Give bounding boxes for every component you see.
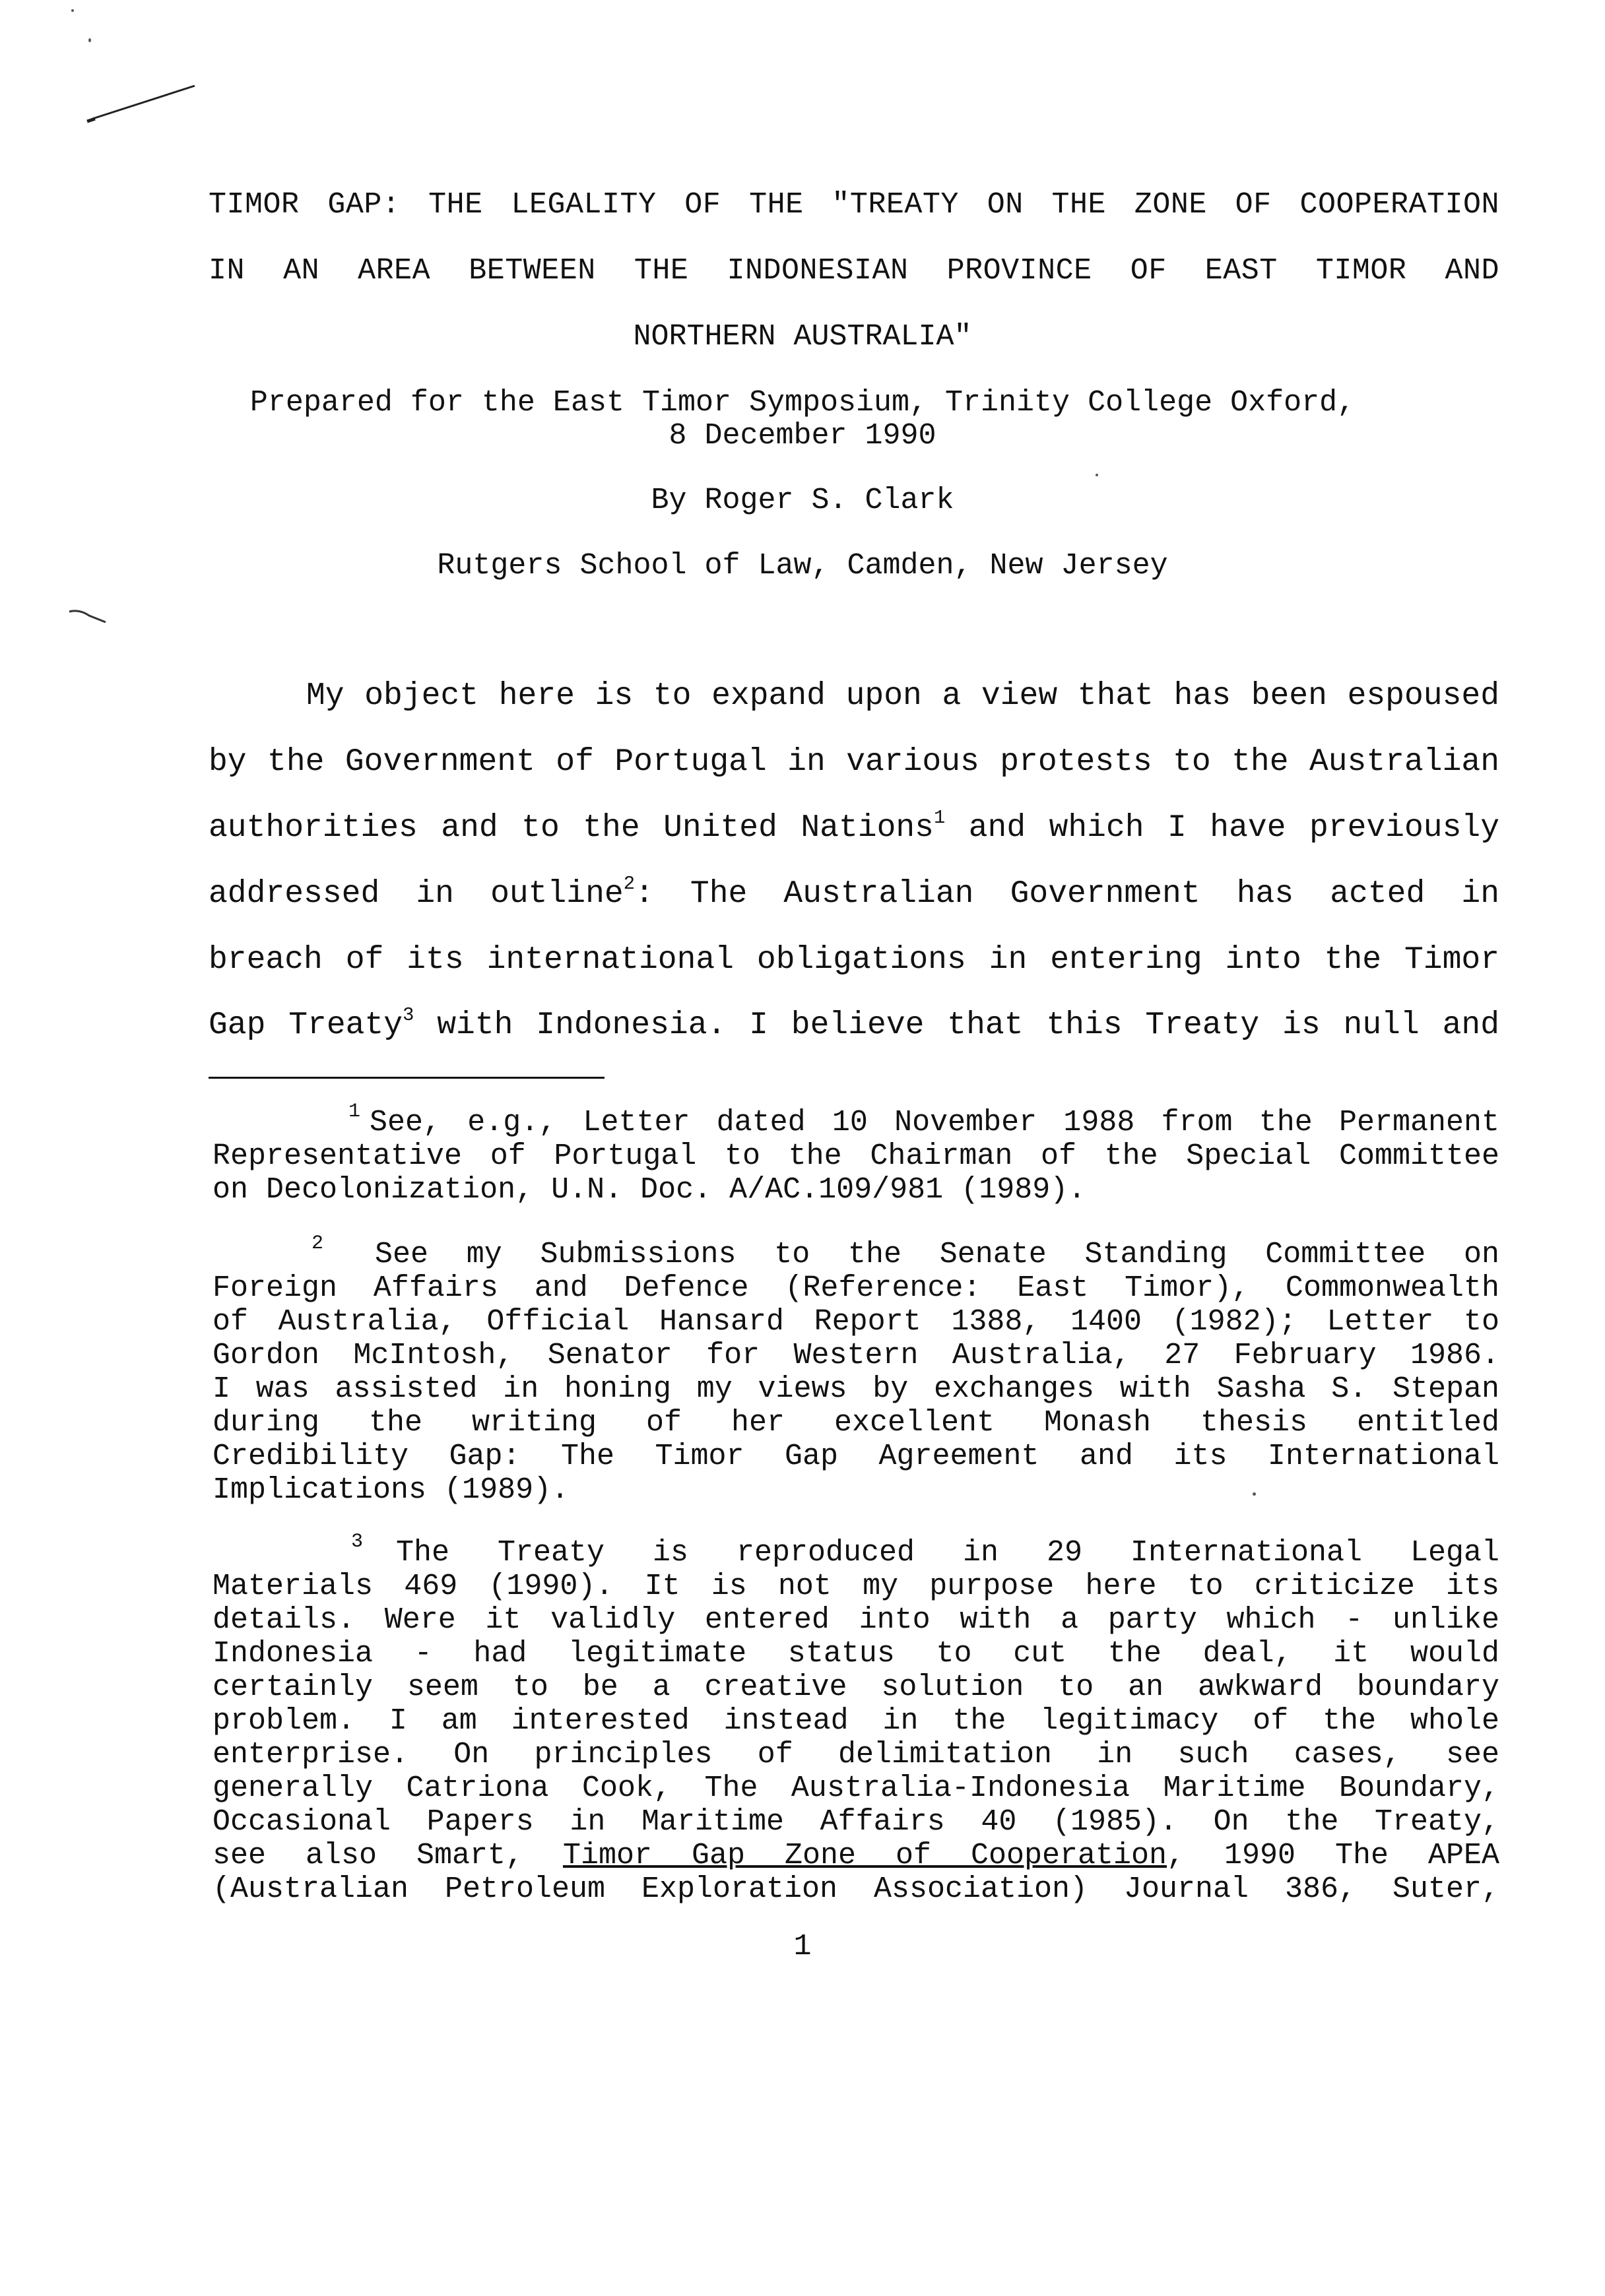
footnote-2-line: Foreign Affairs and Defence (Reference: East Timor), Commonwealth: [213, 1271, 1499, 1305]
body-text: with Indonesia. I believe that this Treaty is null and: [414, 1007, 1500, 1043]
footnote-ref-3: 3: [403, 1004, 414, 1026]
title-line-3: NORTHERN AUSTRALIA": [633, 320, 972, 354]
body-text: authorities and to the United Nations: [209, 810, 934, 846]
footnote-3-line: enterprise. On principles of delimitation in such cases, see: [213, 1738, 1499, 1771]
body-line: by the Government of Portugal in various protests to the Australian: [209, 744, 1499, 780]
underlined-citation-title: Timor Gap Zone of Cooperation: [562, 1839, 1167, 1872]
footnote-3-line: generally Catriona Cook, The Australia-Indonesia Maritime Boundary,: [213, 1771, 1499, 1805]
scan-speck: [71, 9, 74, 12]
footnote-2-line: of Australia, Official Hansard Report 1388, 1400 (1982); Letter to: [213, 1305, 1499, 1339]
footnote-ref-2: 2: [623, 872, 635, 895]
footnote-1-line: Representative of Portugal to the Chairman of the Special Committee: [213, 1139, 1499, 1173]
margin-scribble-mark: [66, 604, 119, 630]
footnote-number-1: 1: [348, 1100, 361, 1123]
footnote-text: see also Smart,: [213, 1839, 563, 1872]
footnote-number-3: 3: [351, 1531, 364, 1553]
body-text: : The Australian Government has acted in: [634, 876, 1499, 912]
body-line: [209, 872, 1499, 912]
affiliation-line: Rutgers School of Law, Camden, New Jersey: [437, 549, 1168, 583]
body-text: Gap Treaty: [209, 1007, 403, 1043]
page-number: 1: [793, 1930, 812, 1963]
prepared-for-line-1: Prepared for the East Timor Symposium, Trinity College Oxford,: [249, 386, 1356, 420]
footnote-number-2: 2: [311, 1232, 324, 1255]
footnote-3-line: certainly seem to be a creative solution to an awkward boundary: [213, 1671, 1499, 1704]
body-text: and which I have previously: [945, 810, 1499, 846]
title-line-2: IN AN AREA BETWEEN THE INDONESIAN PROVINCE OF EAST TIMOR AND: [209, 254, 1499, 288]
footnote-3-line: details. Were it validly entered into with a party which - unlike: [213, 1603, 1499, 1637]
footnote-1-line: on Decolonization, U.N. Doc. A/AC.109/981 (1989).: [213, 1173, 1086, 1207]
footnote-3-line: Materials 469 (1990). It is not my purpose here to criticize its: [213, 1570, 1499, 1603]
footnote-text: , 1990 The APEA: [1167, 1839, 1499, 1872]
footnote-3-line: [213, 1839, 1499, 1872]
footnote-2-line: I was assisted in honing my views by exchanges with Sasha S. Stepan: [213, 1372, 1499, 1406]
scan-speck: [1096, 474, 1098, 476]
footnote-ref-1: 1: [933, 806, 946, 829]
footnote-3-line: (Australian Petroleum Exploration Association) Journal 386, Suter,: [213, 1872, 1499, 1906]
footnote-2-line: Implications (1989).: [213, 1473, 570, 1507]
footnote-separator: [209, 1077, 605, 1079]
author-line: By Roger S. Clark: [651, 484, 954, 517]
footnote-3-line: The Treaty is reproduced in 29 International Legal: [396, 1536, 1499, 1570]
scan-speck: [88, 38, 91, 42]
footnote-2-line: See my Submissions to the Senate Standing Committee on: [375, 1238, 1499, 1271]
body-line: [209, 1004, 1500, 1043]
footnote-1-line: See, e.g., Letter dated 10 November 1988 from the Permanent: [370, 1106, 1499, 1139]
body-line: breach of its international obligations in entering into the Timor: [209, 942, 1499, 978]
footnote-2-line: Gordon McIntosh, Senator for Western Australia, 27 February 1986.: [213, 1339, 1499, 1372]
footnote-2-line: Credibility Gap: The Timor Gap Agreement and its International: [213, 1440, 1499, 1473]
footnote-3-line: Occasional Papers in Maritime Affairs 40 (1985). On the Treaty,: [213, 1805, 1499, 1839]
pen-stroke-mark: [79, 73, 211, 132]
title-line-1: TIMOR GAP: THE LEGALITY OF THE "TREATY ON THE ZONE OF COOPERATION: [209, 188, 1499, 222]
footnote-3-line: problem. I am interested instead in the legitimacy of the whole: [213, 1704, 1499, 1738]
body-text: addressed in outline: [209, 876, 624, 912]
footnote-3-line: Indonesia - had legitimate status to cut the deal, it would: [213, 1637, 1499, 1671]
scan-speck: [1253, 1492, 1256, 1496]
body-line: My object here is to expand upon a view that has been espoused: [306, 678, 1499, 714]
prepared-for-line-2: 8 December 1990: [669, 419, 936, 453]
footnote-2-line: during the writing of her excellent Monash thesis entitled: [213, 1406, 1499, 1440]
body-line: [209, 806, 1499, 846]
